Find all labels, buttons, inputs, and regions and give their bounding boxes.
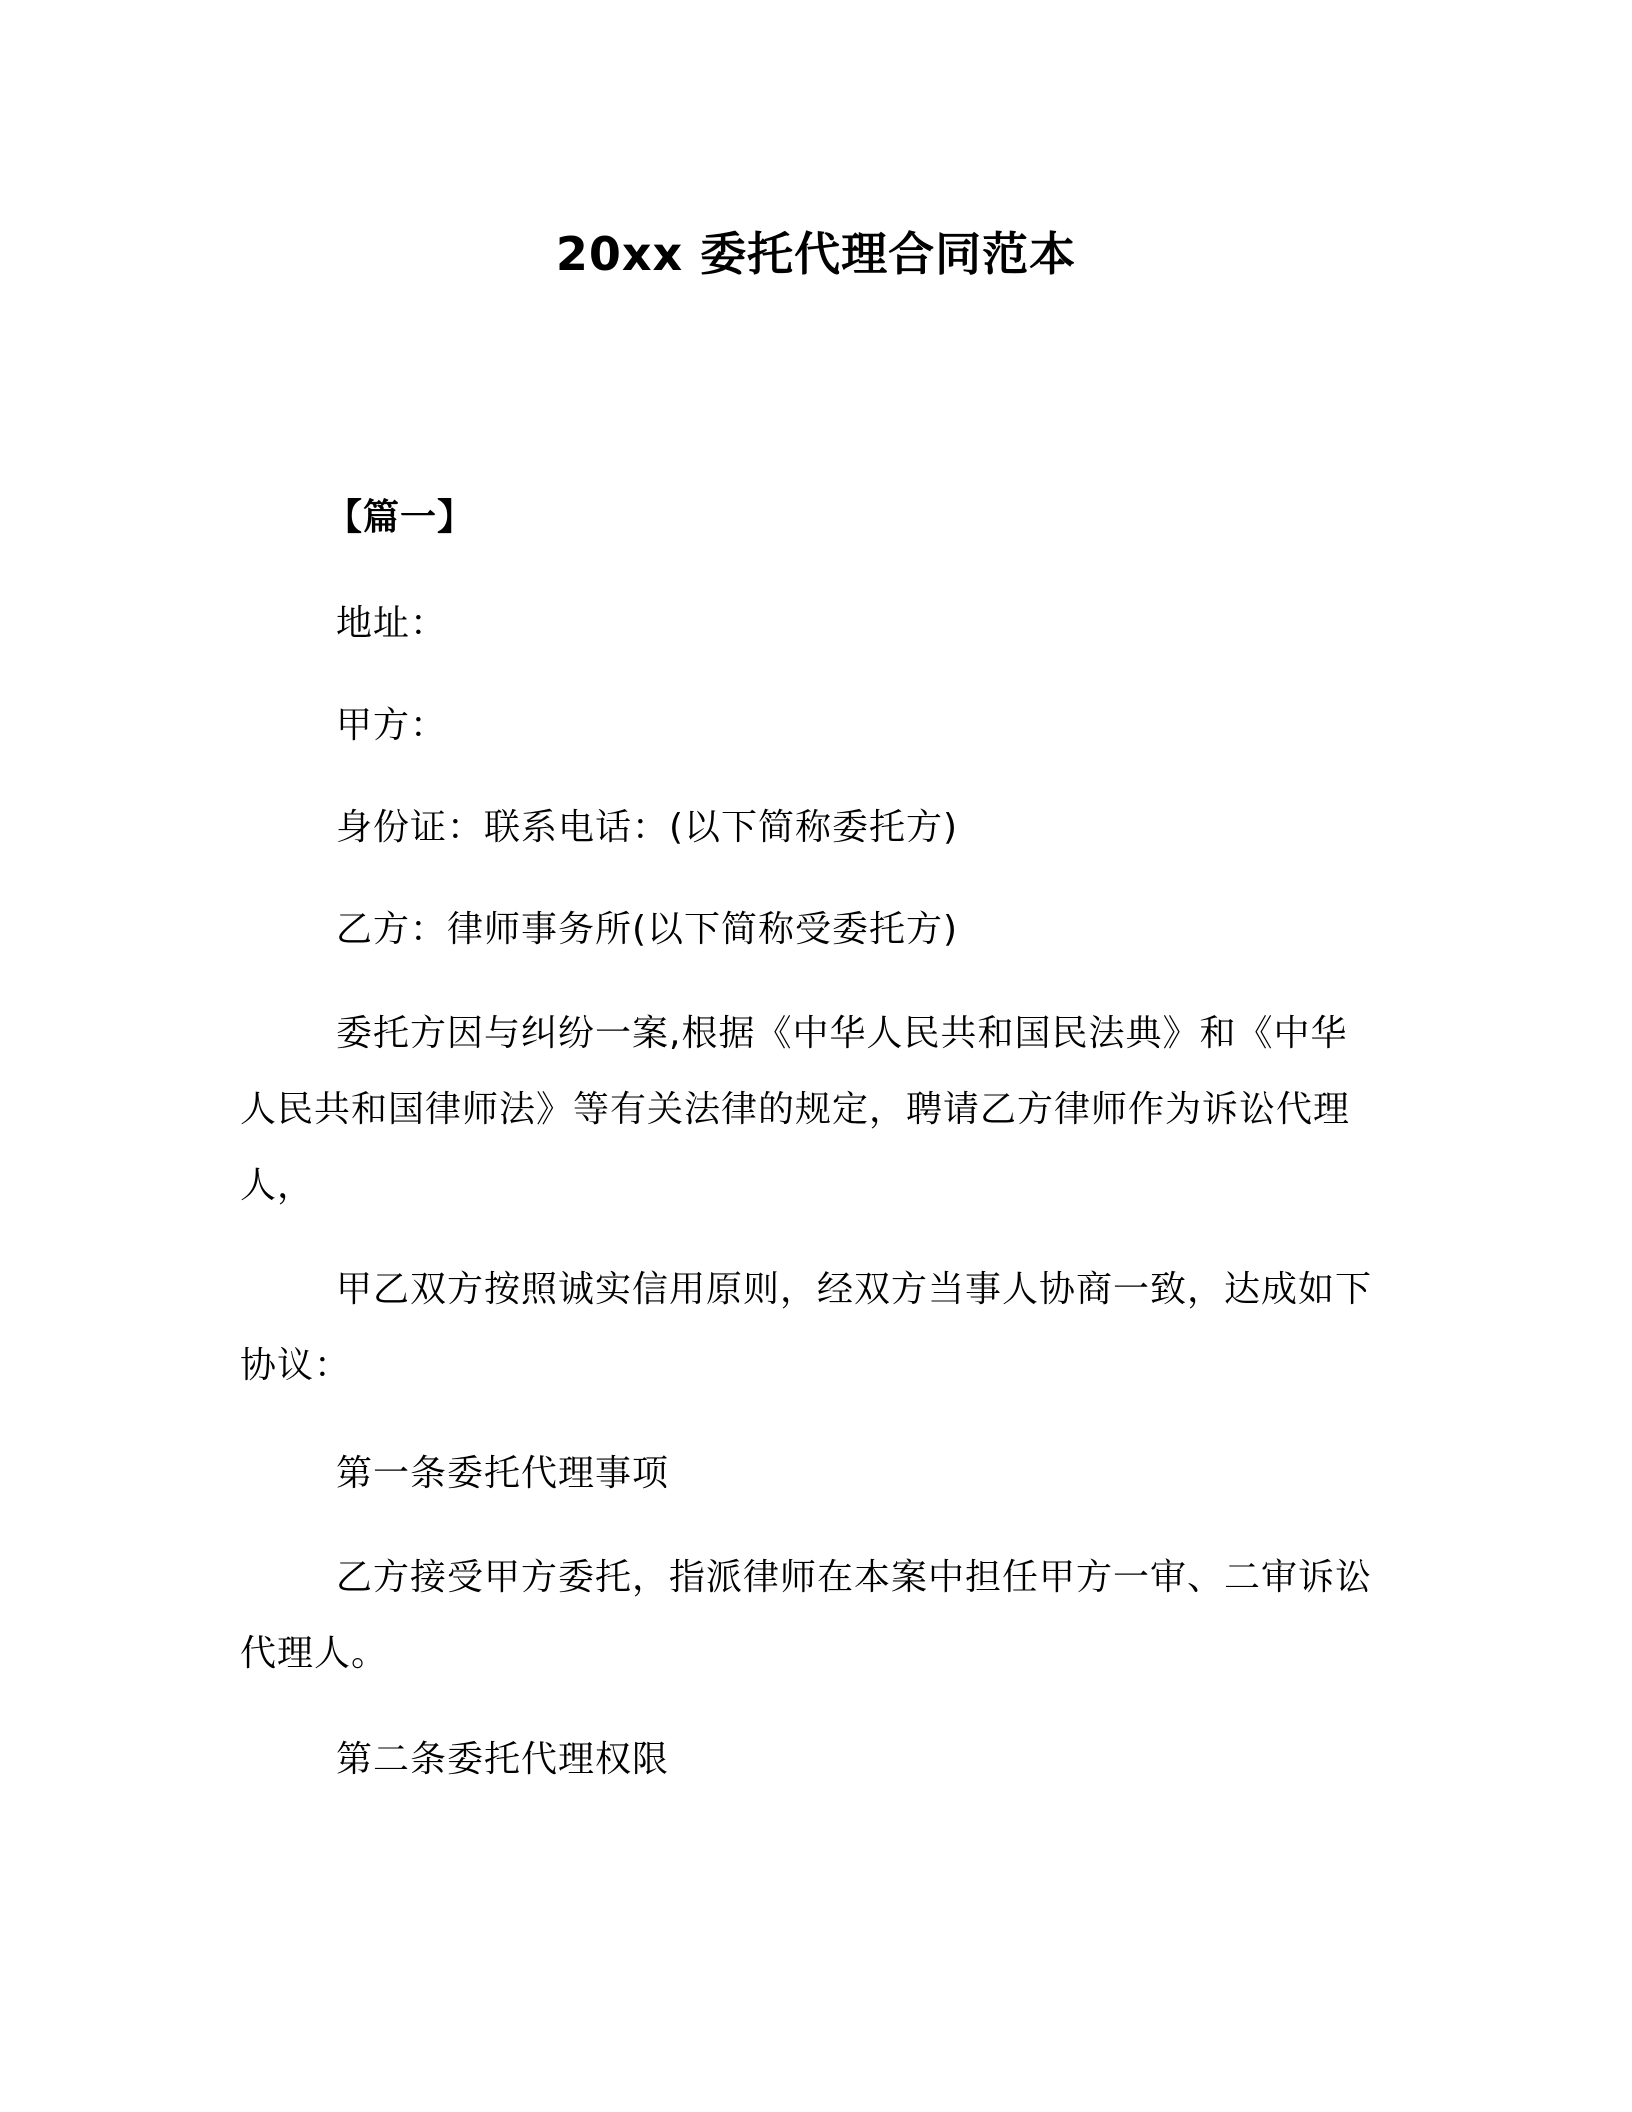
address-line: 地址： [336,603,448,644]
article-2-heading: 第二条委托代理权限 [336,1739,670,1780]
document-title: 20xx 委托代理合同范本 [555,227,1077,281]
paragraph-1: 委托方因与纠纷一案,根据《中华人民共和国民法典》和《中华人民共和国律师法》等有关法律的规定，聘请乙方律师作为诉讼代理人， [240,1013,1351,1206]
id-phone-line: 身份证：联系电话：(以下简称委托方) [336,807,959,848]
article-1-body: 乙方接受甲方委托，指派律师在本案中担任甲方一审、二审诉讼代理人。 [240,1557,1373,1674]
party-a-line: 甲方： [336,705,448,746]
paragraph-2: 甲乙双方按照诚实信用原则，经双方当事人协商一致，达成如下协议： [240,1269,1373,1386]
section-heading: 【篇一】 [326,497,475,538]
article-1-heading: 第一条委托代理事项 [336,1453,670,1494]
party-b-line: 乙方：律师事务所(以下简称受委托方) [336,909,959,950]
